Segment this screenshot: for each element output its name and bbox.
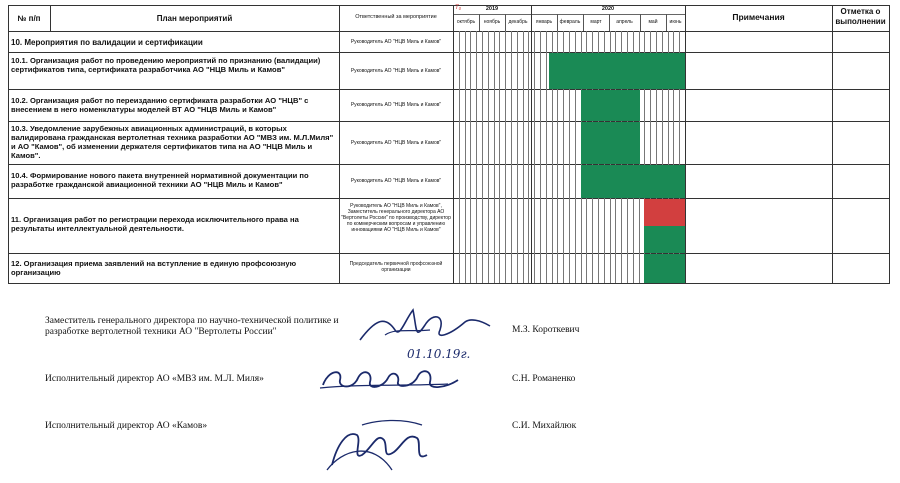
week-gridline [546, 31, 547, 283]
month-mar: март [590, 19, 602, 25]
row-10-2-resp: Руководитель АО "НЦВ Миль и Камов" [350, 102, 442, 108]
week-gridline [523, 31, 524, 283]
week-gridline [470, 31, 471, 283]
month-dec: декабрь [508, 19, 528, 25]
bar-11-red [644, 199, 685, 226]
month-feb: февраль [559, 19, 581, 25]
week-gridline [517, 31, 518, 283]
week-gridline [482, 31, 483, 283]
week-gridline [476, 31, 477, 283]
row-10-3-resp: Руководитель АО "НЦВ Миль и Камов" [350, 140, 442, 146]
row-11-plan: 11. Организация работ по регистрации перехода исключительного права на результаты интеллектуальной деятельности. [11, 215, 299, 233]
signer-1-title: Заместитель генерального директора по научно-технической политике и разработке вертолетной техники АО "Вертолеты России" [45, 316, 339, 337]
row-10-2-plan: 10.2. Организация работ по переизданию сертификата разработки АО "НЦВ" с внесением в него номенклатуры моделей ВТ АО "НЦВ Миль и Камов" [11, 96, 309, 114]
header-year-2019: 2019 [485, 6, 499, 12]
month-jun: июнь [669, 19, 682, 25]
row-10-plan: 10. Мероприятия по валидации и сертификации [11, 38, 203, 47]
header-notes: Примечания [732, 12, 785, 22]
signer-3-name: С.И. Михайлюк [512, 421, 577, 431]
signer-2-title: Исполнительный директор АО «МВЗ им. М.Л. Миля» [45, 374, 264, 384]
bar-10-1 [549, 53, 685, 89]
row-10-4-plan: 10.4. Формирование нового пакета внутренней нормативной документации по разработке гражданской авиационной техники АО "НЦВ Миль и Камов" [11, 171, 309, 189]
header-done: Отметка о выполнении [835, 7, 886, 26]
bar-12 [644, 254, 685, 283]
week-gridline [494, 31, 495, 283]
header-plan: План мероприятий [156, 14, 233, 23]
bar-11-green [644, 226, 685, 253]
month-may: май [648, 19, 658, 25]
row-10-4-resp: Руководитель АО "НЦВ Миль и Камов" [350, 178, 442, 184]
week-gridline [488, 31, 489, 283]
row-10-1-resp: Руководитель АО "НЦВ Миль и Камов" [350, 68, 442, 74]
week-gridline [459, 31, 460, 283]
header-responsible: Ответственный за мероприятие [355, 14, 437, 20]
header-year-2020: 2020 [601, 6, 615, 12]
bar-10-3 [581, 122, 640, 164]
signature-1-image [355, 300, 495, 365]
signature-2-image [318, 360, 468, 400]
header-num: № п/п [17, 14, 41, 23]
row-11-resp: Руководитель АО "НЦВ Миль и Камов", Заместитель генерального директора АО "Вертолеты России" по производству, директор по коммерческим вопросам и управлению инновациями АО "НЦВ Миль и Камов" [341, 203, 451, 233]
week-gridline [540, 31, 541, 283]
bar-10-4 [581, 165, 685, 198]
row-10-3-plan: 10.3. Уведомление зарубежных авиационных администраций, в которых валидирована гражданская вертолетная техника разработки АО "МВЗ им. М.Л.Миля" и АО "Камов", об изменении держателя сертификатов типа на АО "НЦВ Миль и Камов". [11, 124, 334, 160]
marker-t0: Т₀ [455, 5, 462, 11]
month-oct: октябрь [456, 19, 476, 25]
month-nov: ноябрь [483, 19, 501, 25]
month-jan: январь [535, 19, 553, 25]
week-gridline [505, 31, 506, 283]
signer-1-name: М.З. Короткевич [512, 325, 580, 335]
week-gridline [511, 31, 512, 283]
week-gridline [465, 31, 466, 283]
row-12-resp: Председатель первичной профсоюзной организации [349, 261, 443, 273]
week-gridline [534, 31, 535, 283]
row-10-resp: Руководитель АО "НЦВ Миль и Камов" [350, 39, 442, 45]
row-12-plan: 12. Организация приема заявлений на вступление в единую профсоюзную организацию [11, 259, 297, 277]
row-10-1-plan: 10.1. Организация работ по проведению мероприятий по признанию (валидации) сертификатов типа, сертификата разработчика АО "НЦВ Миль и Камов" [11, 56, 321, 74]
signer-3-title: Исполнительный директор АО «Камов» [45, 421, 208, 431]
week-gridline [528, 31, 529, 283]
signature-3-image [322, 410, 442, 480]
signature-1-date: 01.10.19г. [407, 347, 471, 361]
bar-10-2 [581, 90, 640, 121]
week-gridline [499, 31, 500, 283]
signer-2-name: С.Н. Романенко [512, 374, 576, 384]
month-apr: апрель [616, 19, 633, 25]
